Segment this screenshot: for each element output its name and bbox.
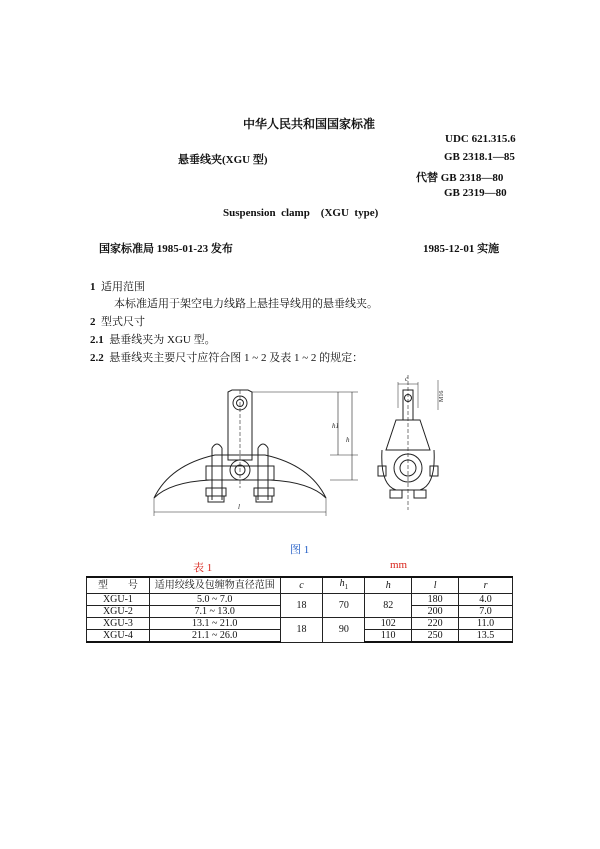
standard-title-cn: 悬垂线夹(XGU 型) xyxy=(178,154,268,166)
national-standard-title: 中华人民共和国国家标准 xyxy=(243,117,376,131)
col-l: l xyxy=(412,577,459,594)
standard-title-en: Suspension clamp (XGU type) xyxy=(223,207,379,219)
table-row: XGU-3 13.1 ~ 21.0 18 90 102 220 11.0 xyxy=(87,618,513,630)
section-1-text: 本标准适用于架空电力线路上悬挂导线用的悬垂线夹。 xyxy=(114,298,378,310)
col-r: r xyxy=(459,577,513,594)
replaces-line-1 xyxy=(416,169,503,185)
table-unit: mm xyxy=(390,559,408,571)
section-2-1: 2.1 悬垂线夹为 XGU 型。 xyxy=(90,334,216,346)
table-caption: 表 1 xyxy=(193,562,213,574)
col-c: c xyxy=(280,577,323,594)
label-h1: h1 xyxy=(332,422,339,430)
hanger-plate xyxy=(228,390,252,460)
section-1-heading: 1 适用范围 xyxy=(90,281,145,293)
section-2-2: 2.2 悬垂线夹主要尺寸应符合图 1 ~ 2 及表 1 ~ 2 的规定： xyxy=(90,352,364,364)
replaces-label: 代替 xyxy=(416,172,438,184)
issued-date: 国家标准局 1985-01-23 发布 xyxy=(99,243,233,255)
label-c: c xyxy=(405,375,409,383)
suspension-clamp-drawing xyxy=(140,370,450,530)
spec-table xyxy=(86,576,513,643)
col-h: h xyxy=(365,577,412,594)
col-model: 型 号 xyxy=(87,577,150,594)
col-range: 适用绞线及包缠物直径范围 xyxy=(149,577,280,594)
table-header-row xyxy=(87,577,513,594)
implemented-date: 1985-12-01 实施 xyxy=(423,243,500,255)
section-2-heading: 2 型式尺寸 xyxy=(90,316,145,328)
figure-caption: 图 1 xyxy=(290,544,310,556)
table-row: XGU-2 7.1 ~ 13.0 200 7.0 xyxy=(87,606,513,618)
udc-code: UDC 621.315.6 xyxy=(445,133,516,145)
replaces-code-1: GB 2318—80 xyxy=(440,172,504,184)
table-row: XGU-1 5.0 ~ 7.0 18 70 82 180 4.0 xyxy=(87,594,513,606)
label-l: l xyxy=(238,503,240,511)
table-row: XGU-4 21.1 ~ 26.0 110 250 13.5 xyxy=(87,630,513,643)
replaces-code-2: GB 2319—80 xyxy=(444,187,507,199)
col-h1: $h_1$ xyxy=(323,577,365,594)
gb-code: GB 2318.1—85 xyxy=(444,151,515,163)
label-m16: M16 xyxy=(439,390,445,402)
label-h: h xyxy=(346,436,350,444)
